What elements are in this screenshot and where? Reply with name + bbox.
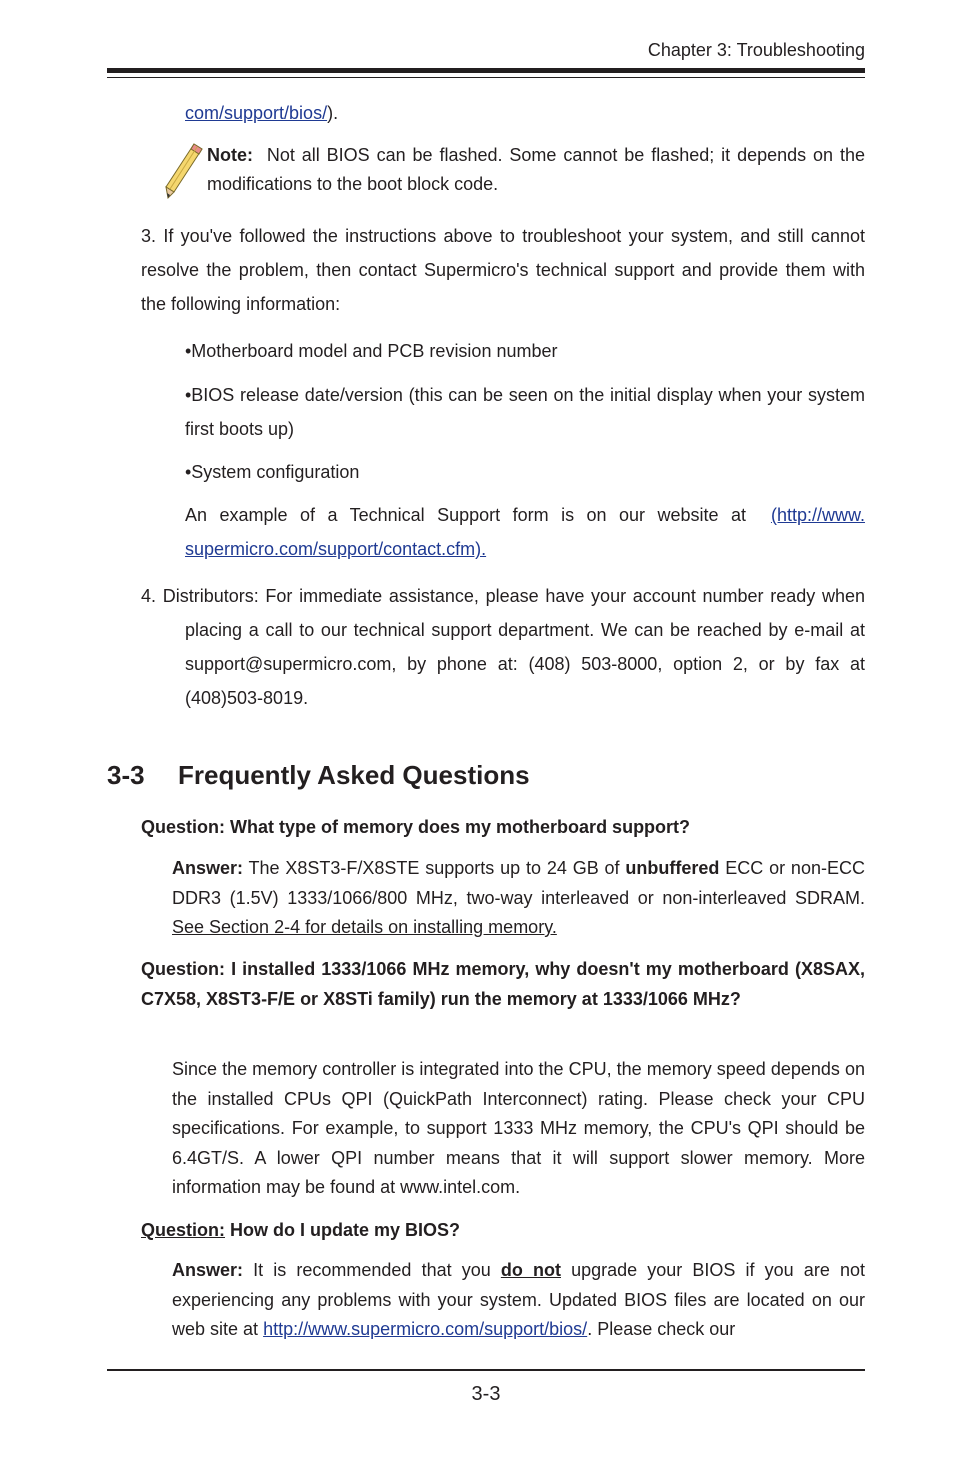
- support-form-link[interactable]: (http://www. supermicro.com/support/contact.cfm).: [185, 505, 865, 559]
- faq-answer-1: Answer: The X8ST3-F/X8STE supports up to 24 GB of unbuffered ECC or non-ECC DDR3 (1.5V) 1333/1066/800 MHz, two-way interleaved or non-interleaved SDRAM. See Section 2-4 for details on installing memory.: [172, 858, 865, 937]
- note-block: [207, 141, 865, 199]
- header-rule-thick: [107, 68, 865, 73]
- bullet-item: •BIOS release date/version (this can be seen on the initial display when your system first boots up): [185, 385, 865, 439]
- note-text: Not all BIOS can be flashed. Some cannot be flashed; it depends on the modifications to the boot block code.: [207, 145, 865, 194]
- page-number: 3-3: [471, 1383, 501, 1405]
- note-label: Note:: [207, 145, 253, 165]
- section-2-4-link[interactable]: See Section 2-4 for details on installing memory.: [172, 917, 557, 937]
- bios-download-link[interactable]: http://www.supermicro.com/support/bios/: [263, 1319, 588, 1339]
- section-title: Frequently Asked Questions: [178, 760, 530, 790]
- bullet-item: •Motherboard model and PCB revision number: [185, 341, 558, 361]
- step-4-text: 4. Distributors: For immediate assistance, please have your account number ready when placing a call to our technical support department. We can be reached by e-mail at support@supermicro.com, by phone at: (408) 503-8000, option 2, or by fax at (408)503-8019.: [141, 586, 865, 708]
- faq-question-2: Question: I installed 1333/1066 MHz memory, why doesn't my motherboard (X8SAX, C7X58, X8ST3-F/E or X8STi family) run the memory at 1333/1066 MHz?: [141, 959, 865, 1009]
- continued-link-line: com/support/bios/).: [185, 103, 339, 123]
- footer-rule: [107, 1369, 865, 1371]
- header-rule-thin: [107, 77, 865, 78]
- support-form-paragraph: An example of a Technical Support form is on our website at (http://www. supermicro.com/support/contact.cfm).: [185, 505, 865, 559]
- section-heading: [107, 760, 530, 791]
- bullet-item: •System configuration: [185, 462, 360, 482]
- faq-answer-2: Since the memory controller is integrated into the CPU, the memory speed depends on the installed CPUs QPI (QuickPath Interconnect) rating. Please check your CPU specifications. For example, to support 1333 MHz memory, the CPU's QPI should be 6.4GT/S. A lower QPI number means that it will support slower memory. More information may be found at www.intel.com.: [172, 1059, 865, 1197]
- step-3-paragraph: 3. If you've followed the instructions above to troubleshoot your system, and still cannot resolve the problem, then contact Supermicro's technical support and provide them with the following information:: [141, 226, 865, 314]
- bios-link-fragment[interactable]: com/support/bios/: [185, 103, 328, 123]
- pencil-icon: [160, 140, 206, 200]
- faq-question-1: Question: What type of memory does my motherboard support?: [141, 817, 691, 837]
- running-header: Chapter 3: Troubleshooting: [647, 40, 865, 60]
- faq-answer-3: Answer: It is recommended that you do not upgrade your BIOS if you are not experiencing any problems with your system. Updated BIOS files are located on our web site at http://www.supermicro.com/support/bios/. Please check our: [172, 1260, 865, 1339]
- section-number: 3-3: [107, 760, 145, 790]
- faq-question-3: Question: How do I update my BIOS?: [141, 1220, 461, 1240]
